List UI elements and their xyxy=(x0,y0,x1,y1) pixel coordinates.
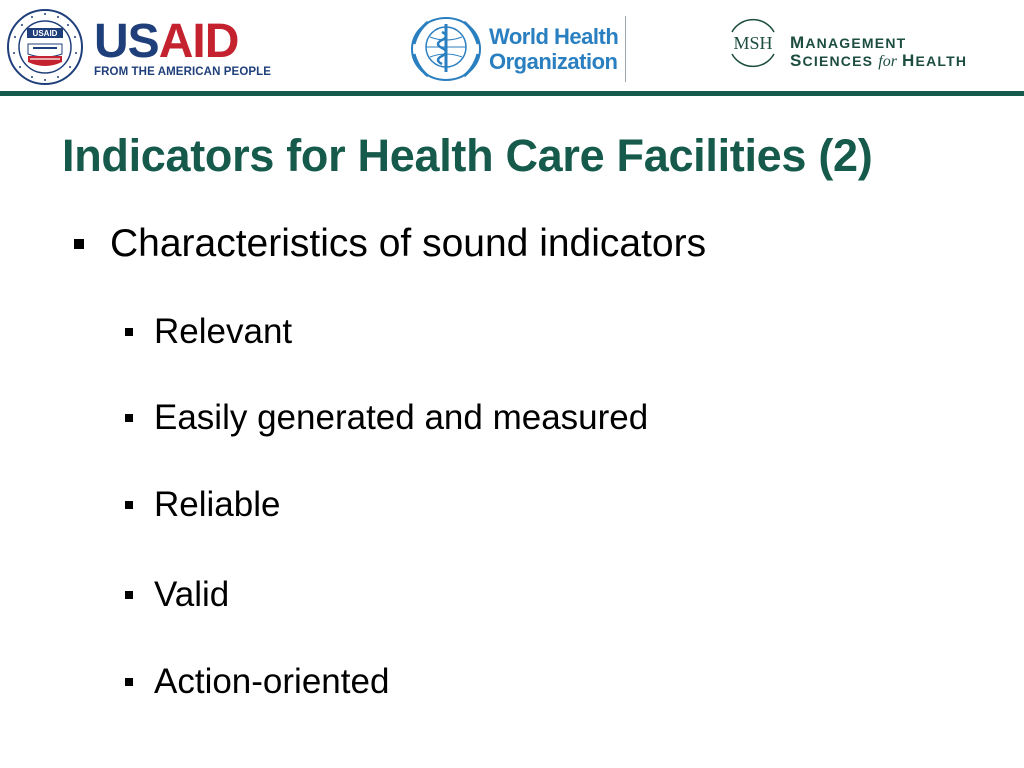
main-bullet xyxy=(74,218,706,270)
usaid-tagline: FROM THE AMERICAN PEOPLE xyxy=(94,66,272,78)
header-divider xyxy=(0,91,1024,96)
list-item xyxy=(125,308,292,356)
square-bullet-icon xyxy=(74,239,84,249)
square-bullet-icon xyxy=(125,328,133,336)
msh-mark-icon xyxy=(724,14,782,72)
who-emblem-icon xyxy=(408,14,484,84)
list-item xyxy=(125,658,389,706)
square-bullet-icon xyxy=(125,414,133,422)
svg-text:USAID: USAID xyxy=(32,29,58,38)
msh-logo xyxy=(724,14,1004,74)
list-item xyxy=(125,571,229,619)
square-bullet-icon xyxy=(125,501,133,509)
who-name xyxy=(489,24,618,74)
usaid-logo xyxy=(6,8,276,84)
sub-bullet-text: Reliable xyxy=(154,485,281,524)
list-item xyxy=(125,481,280,529)
slide-title: Indicators for Health Care Facilities (2) xyxy=(62,130,873,181)
square-bullet-icon xyxy=(125,678,133,686)
who-name-line1: World Health xyxy=(489,24,619,49)
who-logo xyxy=(408,14,628,84)
msh-name-line2: SCIENCES for HEALTH xyxy=(790,51,968,70)
usaid-seal-icon xyxy=(6,8,84,86)
square-bullet-icon xyxy=(125,591,133,599)
sub-bullet-text: Action-oriented xyxy=(154,662,390,701)
main-bullet-text: Characteristics of sound indicators xyxy=(110,222,707,265)
sub-bullet-text: Easily generated and measured xyxy=(154,398,649,437)
list-item xyxy=(125,394,648,442)
who-name-line2: Organization xyxy=(489,49,618,74)
sub-bullet-text: Relevant xyxy=(154,312,293,351)
who-divider xyxy=(625,16,626,82)
msh-name xyxy=(790,34,967,71)
usaid-wordmark: USAID xyxy=(94,15,239,68)
logo-header xyxy=(0,0,1024,92)
svg-text:MSH: MSH xyxy=(733,33,773,53)
sub-bullet-text: Valid xyxy=(154,575,230,614)
msh-name-line1: MANAGEMENT xyxy=(790,33,907,52)
